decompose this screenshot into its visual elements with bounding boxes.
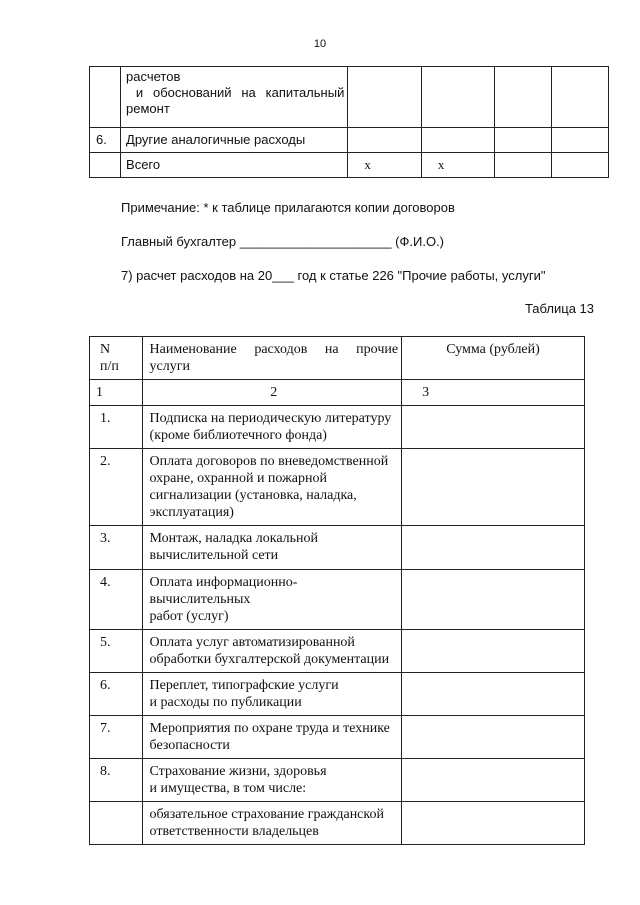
table-row [90,802,585,845]
table-row [90,406,585,449]
row-sum [402,630,585,673]
row-number: 7. [90,716,143,759]
cell [348,128,422,153]
cell [552,67,609,128]
row-number [90,802,143,845]
row-sum [402,673,585,716]
header-sum: Сумма (рублей) [402,337,585,380]
row-sum [402,449,585,526]
row-sum [402,716,585,759]
row-name-line: ремонт [126,101,170,116]
table-row [90,449,585,526]
cell [495,67,552,128]
row-sum [402,570,585,630]
col-number: 2 [142,380,402,406]
table-row [90,759,585,802]
col-number: 1 [90,380,143,406]
table-label: Таблица 13 [524,301,594,316]
row-name-line: расчетов [126,69,181,84]
row-number: 5. [90,630,143,673]
row-number: 6. [90,673,143,716]
row-number: 2. [90,449,143,526]
table-row [90,67,609,128]
row-sum [402,526,585,570]
cell [495,153,552,178]
table-row [90,570,585,630]
row-name: Мероприятия по охране труда и технике безопасности [142,716,402,759]
col-number: 3 [402,380,585,406]
row-name: Оплата договоров по вневедомственной охране, охранной и пожарной сигнализации (установка, наладка, эксплуатация) [142,449,402,526]
table-row [90,630,585,673]
row-number: 6. [90,128,121,153]
header-name: Наименование расходов на прочие услуги [142,337,402,380]
row-name: Переплет, типографские услуги и расходы по публикации [142,673,402,716]
row-number: 3. [90,526,143,570]
cell [421,128,495,153]
table-row [90,716,585,759]
cell [552,153,609,178]
row-name: Другие аналогичные расходы [121,128,348,153]
header-num: N п/п [90,337,143,380]
cell: x [348,153,422,178]
table-row [90,526,585,570]
table-row [90,153,609,178]
table-header-row [90,337,585,380]
cell [421,67,495,128]
row-name: Всего [121,153,348,178]
row-name: обязательное страхование гражданской ответственности владельцев [142,802,402,845]
row-number [90,153,121,178]
page-number: 10 [313,38,327,50]
column-number-row [90,380,585,406]
section-heading: 7) расчет расходов на 20___ год к статье 226 "Прочие работы, услуги" [121,268,546,283]
note-text: Примечание: * к таблице прилагаются копии договоров [121,200,455,215]
row-number: 4. [90,570,143,630]
cell [552,128,609,153]
table-row [90,128,609,153]
top-expense-table [89,66,609,178]
other-services-table [89,336,585,845]
row-name: Монтаж, наладка локальной вычислительной сети [142,526,402,570]
cell [495,128,552,153]
row-name: Страхование жизни, здоровья и имущества, в том числе: [142,759,402,802]
row-sum [402,759,585,802]
row-name: Оплата услуг автоматизированной обработки бухгалтерской документации [142,630,402,673]
row-name: Подписка на периодическую литературу (кроме библиотечного фонда) [142,406,402,449]
cell [348,67,422,128]
row-number [90,67,121,128]
row-name: Оплата информационно- вычислительных работ (услуг) [142,570,402,630]
row-name-line: и обоснований на капитальный [126,85,345,100]
row-number: 8. [90,759,143,802]
cell: x [421,153,495,178]
row-sum [402,406,585,449]
row-sum [402,802,585,845]
row-name [121,67,348,128]
row-number: 1. [90,406,143,449]
table-row [90,673,585,716]
signature-line: Главный бухгалтер _____________________ (Ф.И.О.) [121,234,445,249]
